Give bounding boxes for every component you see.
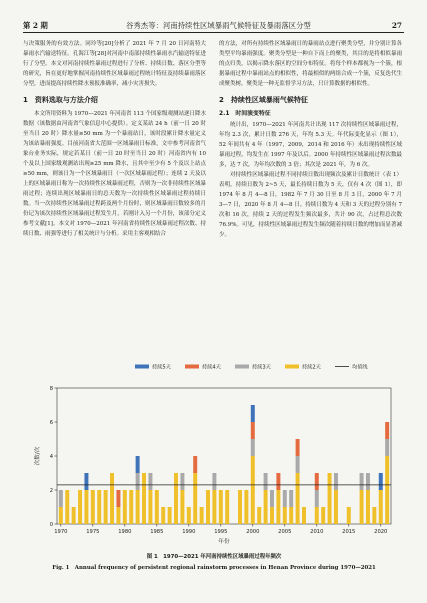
bar-segment xyxy=(251,405,255,422)
legend-label: 持续5天 xyxy=(152,364,171,371)
y-tick-label: 6 xyxy=(49,419,53,426)
legend-swatch xyxy=(135,365,149,369)
bar-segment xyxy=(116,507,120,524)
bar-segment xyxy=(136,490,140,524)
bar-segment xyxy=(136,456,140,473)
bar-segment xyxy=(161,507,165,524)
bar-segment xyxy=(366,473,370,490)
method-paragraph: 的方法，对所有持续性区域暴雨日的暴雨站点进行聚类分型，并分别计算各类型平均暴雨强度。聚类分型是一种自下而上的聚类，其目的是将相似暴雨的点归类，以揭示降水落区的空间分布特征。将每个样本都视为一个簇，根据暴雨过程中暴雨站点的相似性，将最相似的两组合成一个簇，反复迭代生成聚类树，聚类是一种无监督学习方法，只计算数据的相似性。 xyxy=(219,41,402,87)
bar-segment xyxy=(212,473,216,490)
section-1-paragraph: 本文所用资料为 1970—2021 年河南省 113 个国家级观测站逐日降水数据（该数据由河南省气象信息中心提供）。定义某站 24 h（前一日 20 时至当日 20 时）降水量≥50 mm 为一个暴雨站日，该时段累计降水量定义为该站暴雨强度。目前河南省大范围一区域暴雨日标准，文中参考河南省气象台业务实际，规定若某日（前一日 20 时至当日 20 时）河南省内有 10 个及以上国家级观测站出现≥25 mm 降水，且其中至少有 5 个及以上站点≥50 mm，则该日为一个区域暴雨日（一次区域暴雨过程）；连续 2 天及以上的区域暴雨日称为一次持续性区域暴雨过程，否则为一次非持续性区域暴雨过程；连续出现区域暴雨日的总天数为一次持续性区域暴雨过程持续日数。当一次持续性区域暴雨过程跨及两个月份时，则区域暴雨日数较多的月份记为该次持续性区域暴雨过程发生月，若刚计入另一个月份，该部分定义参考文献[1]。本文对 1970—2021 年河南省持续性区域暴雨过程次数、持续日数、雨强等进行了相关统计与分析。采用主客观相结合 xyxy=(23,111,206,237)
bar-segment xyxy=(174,473,178,524)
x-tick-label: 1980 xyxy=(118,529,132,535)
legend-label: 持续4天 xyxy=(202,364,221,371)
bar-segment xyxy=(366,490,370,524)
right-column xyxy=(219,39,402,240)
y-tick-label: 8 xyxy=(49,385,53,392)
bar-segment xyxy=(264,473,268,490)
section-2-1-paragraph-1: 统计出，1970—2021 年河南共计出现 117 次持续性区域暴雨过程，年均 2.3 次，累计日数 276 天，年均 5.3 天。年代际变化显示（图 1），52 年间共有 4 年（1997，2009，2014 和 2016 年）未出现持续性区域暴雨过程，均发生在 1997 年及以后。2000 年持续性区域暴雨过程次数最多，达 7 次，为年均次数的 3 倍；其次是 2021 年，为 6 次。 xyxy=(219,122,402,168)
bar-segment xyxy=(180,490,184,524)
running-title: 谷秀杰等：河南持续性区域暴雨气候特征及暴雨落区分型 xyxy=(126,21,311,30)
intro-paragraph: 与决策服务的有效方法。同玲等[20]分析了 2021 年 7 月 20 日河南特大暴雨水汽输送特征。孔海江等[28]对河南中南部持续性暴雨水汽输送特征进行了分型。本文对河南持续性暴雨过程进行了分析、持续日数、落区分型等的研究，旨在更好地掌握河南持续性区域暴雨过程统计特征及持续暴雨落区分型，进而提高持续性降水预报准确率，减小灾害损失。 xyxy=(23,41,206,87)
x-tick-label: 1985 xyxy=(150,529,164,535)
bar-segment xyxy=(206,490,210,524)
bar-segment xyxy=(334,490,338,524)
bar-segment xyxy=(129,490,133,524)
bar-segment xyxy=(283,507,287,524)
bar-segment xyxy=(136,473,140,490)
bar-segment xyxy=(379,473,383,490)
bar-segment xyxy=(244,490,248,524)
bar-segment xyxy=(148,473,152,490)
legend-swatch xyxy=(285,365,299,369)
bar-segment xyxy=(379,490,383,524)
bar-segment xyxy=(321,507,325,524)
bar-segment xyxy=(155,490,159,524)
bar-segment xyxy=(257,507,261,524)
x-tick-label: 2010 xyxy=(310,529,324,535)
bar-segment xyxy=(97,490,101,524)
legend-swatch xyxy=(185,365,199,369)
bar-segment xyxy=(212,490,216,524)
y-axis-label: 次数/次 xyxy=(35,446,41,466)
bar-segment xyxy=(116,490,120,507)
bar-segment xyxy=(225,490,229,524)
bar-segment xyxy=(238,490,242,524)
bar-segment xyxy=(187,507,191,524)
bar-segment xyxy=(315,507,319,524)
bar-segment xyxy=(72,507,76,524)
bar-segment xyxy=(219,490,223,524)
bar-segment xyxy=(385,422,389,439)
bar-segment xyxy=(123,490,127,524)
legend-label: 均值线 xyxy=(352,364,368,371)
bar-segment xyxy=(302,507,306,524)
figure-caption-cn: 图 1 1970—2021 年河南持续性区域暴雨过程年频次 xyxy=(146,554,282,560)
figure-caption-en: Fig. 1 Annual frequency of persistent regional rainstorm processes in Henan Province during 1970—2021 xyxy=(52,565,376,571)
bar-segment xyxy=(289,490,293,507)
issue-number: 第 2 期 xyxy=(23,21,48,30)
bar-chart xyxy=(23,348,405,548)
bar-segment xyxy=(251,439,255,456)
bar-segment xyxy=(276,473,280,490)
left-column xyxy=(23,39,206,239)
bar-segment xyxy=(347,507,351,524)
section-2-1-heading: 2.1 时间演变特征 xyxy=(219,111,271,117)
bar-segment xyxy=(59,490,63,507)
y-tick-label: 2 xyxy=(49,487,53,494)
bar-segment xyxy=(289,507,293,524)
bar-segment xyxy=(283,490,287,507)
bar-segment xyxy=(180,473,184,490)
section-1-heading: 1 资料选取与方法介绍 xyxy=(23,96,98,104)
bar-segment xyxy=(251,422,255,439)
bar-segment xyxy=(84,490,88,524)
bar-segment xyxy=(334,473,338,490)
bar-segment xyxy=(193,456,197,473)
bar-segment xyxy=(385,439,389,456)
bar-segment xyxy=(193,473,197,524)
bar-segment xyxy=(276,490,280,524)
bar-segment xyxy=(315,473,319,490)
bar-segment xyxy=(328,473,332,524)
bar-segment xyxy=(251,456,255,524)
bar-segment xyxy=(65,490,69,524)
bar-segment xyxy=(296,439,300,456)
bar-segment xyxy=(91,490,95,524)
figure-1 xyxy=(23,348,405,548)
bar-segment xyxy=(270,490,274,507)
bar-segment xyxy=(264,490,268,524)
bar-segment xyxy=(148,490,152,524)
bar-segment xyxy=(315,490,319,507)
legend-swatch xyxy=(235,365,249,369)
bar-segment xyxy=(270,507,274,524)
section-2-heading: 2 持续性区域暴雨气候特征 xyxy=(219,96,308,104)
x-tick-label: 2005 xyxy=(278,529,292,535)
bar-segment xyxy=(385,456,389,524)
x-tick-label: 2020 xyxy=(374,529,388,535)
bar-segment xyxy=(372,507,376,524)
x-axis-label: 年份 xyxy=(218,539,230,545)
page-number: 27 xyxy=(391,21,402,30)
bar-segment xyxy=(200,507,204,524)
bar-segment xyxy=(142,473,146,524)
bar-segment xyxy=(360,473,364,490)
x-tick-label: 1975 xyxy=(86,529,100,535)
y-tick-label: 0 xyxy=(49,521,53,528)
y-tick-label: 4 xyxy=(49,453,53,460)
header-rule xyxy=(23,32,404,33)
legend-label: 持续2天 xyxy=(302,364,321,371)
bar-segment xyxy=(110,473,114,524)
bar-segment xyxy=(296,456,300,473)
x-tick-label: 1990 xyxy=(182,529,196,535)
bar-segment xyxy=(84,473,88,490)
bar-segment xyxy=(78,490,82,524)
section-2-1-paragraph-2: 对持续性区域暴雨过程不同持续日数出现频次及累计日数统计（表 1）表明，持续日数为 2~5 天，最长持续日数为 5 天，仅有 4 次（图 1），即 1974 年 8 月 4—8 日，1982 年 7 月 30 日至 8 月 3 日，2000 年 7 月 3—7 日，2020 年 8 月 4—8 日。持续日数为 4 天和 3 天的过程分别有 7 次和 16 次，持续 2 天的过程发生频次最多，共计 90 次，占过程总次数 76.9%。可见，持续性区域暴雨过程发生频次随着持续日数的增加而显著减少。 xyxy=(219,172,402,238)
bar-segment xyxy=(296,473,300,524)
x-tick-label: 1995 xyxy=(214,529,228,535)
x-tick-label: 2000 xyxy=(246,529,260,535)
x-tick-label: 1970 xyxy=(54,529,68,535)
bar-segment xyxy=(360,490,364,524)
bar-segment xyxy=(104,490,108,524)
x-tick-label: 2015 xyxy=(342,529,356,535)
bar-segment xyxy=(168,507,172,524)
legend-label: 持续3天 xyxy=(252,364,271,371)
bar-segment xyxy=(59,507,63,524)
